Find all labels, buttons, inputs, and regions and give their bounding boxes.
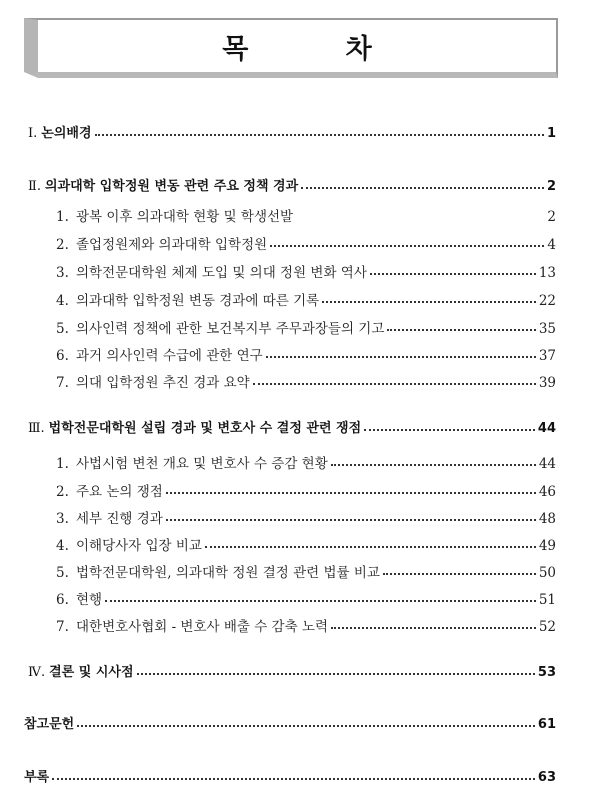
page-number: 53 [537, 665, 556, 680]
toc-subsection-3-5[interactable] [56, 561, 556, 581]
page-number: 52 [538, 619, 556, 635]
page-number: 48 [538, 511, 556, 527]
subsection-number: 5. [56, 321, 69, 337]
subsection-title: 대한변호사협회 - 변호사 배출 수 감축 노력 [76, 619, 329, 635]
subsection-number: 2. [56, 237, 69, 253]
toc-subsection-2-6[interactable] [56, 344, 556, 364]
subsection-title: 이해당사자 입장 비교 [76, 538, 202, 554]
page-number: 44 [537, 421, 556, 436]
subsection-number: 3. [56, 511, 69, 527]
subsection-number: 6. [56, 592, 69, 608]
toc-subsection-2-7[interactable] [56, 371, 556, 391]
toc-subsection-2-1[interactable] [56, 205, 556, 225]
dot-leader [364, 429, 535, 431]
subsection-number: 5. [56, 565, 69, 581]
subsection-title: 주요 논의 쟁점 [76, 484, 163, 500]
dot-leader [322, 301, 536, 303]
toc-section-2[interactable] [28, 175, 556, 194]
subsection-number: 3. [56, 265, 69, 281]
dot-leader [253, 383, 536, 385]
toc-subsection-2-5[interactable] [56, 317, 556, 337]
subsection-number: 7. [56, 375, 69, 391]
dot-leader [296, 217, 544, 219]
page-number: 61 [537, 717, 556, 732]
page-number: 63 [537, 770, 556, 785]
toc-title: 목 차 [222, 33, 416, 65]
subsection-number: 4. [56, 293, 69, 309]
dot-leader [95, 134, 544, 136]
toc-subsection-3-2[interactable] [56, 480, 556, 500]
section-number: Ⅳ. [28, 665, 46, 680]
section-title: 법학전문대학원 설립 경과 및 변호사 수 결정 관련 쟁점 [48, 421, 362, 436]
section-number: Ⅰ. [28, 126, 38, 141]
subsection-number: 1. [56, 456, 69, 472]
page-number: 46 [538, 484, 556, 500]
section-title: 결론 및 시사점 [49, 665, 134, 680]
subsection-title: 사법시험 변천 개요 및 변호사 수 증감 현황 [76, 456, 328, 472]
section-number: Ⅱ. [28, 179, 41, 194]
subsection-number: 2. [56, 484, 69, 500]
subsection-title: 의사인력 정책에 관한 보건복지부 주무과장들의 기고 [76, 321, 385, 337]
subsection-number: 6. [56, 348, 69, 364]
dot-leader [331, 464, 536, 466]
dot-leader [166, 519, 536, 521]
subsection-title: 세부 진행 경과 [76, 511, 163, 527]
page-number: 37 [538, 348, 556, 364]
toc-references[interactable] [24, 713, 556, 732]
subsection-number: 7. [56, 619, 69, 635]
subsection-number: 1. [56, 209, 69, 225]
toc-subsection-3-1[interactable] [56, 452, 556, 472]
page-number: 35 [538, 321, 556, 337]
toc-subsection-3-4[interactable] [56, 534, 556, 554]
page-number: 44 [538, 456, 556, 472]
toc-section-1[interactable] [28, 122, 556, 141]
page-number: 2 [546, 179, 556, 194]
dot-leader [383, 573, 536, 575]
toc-subsection-2-3[interactable] [56, 261, 556, 281]
section-title: 부록 [24, 770, 50, 785]
dot-leader [370, 273, 536, 275]
section-title: 의과대학 입학정원 변동 관련 주요 정책 경과 [44, 179, 299, 194]
toc-section-4[interactable] [28, 661, 556, 680]
dot-leader [52, 778, 535, 780]
dot-leader [166, 492, 536, 494]
toc-section-3[interactable] [28, 417, 556, 436]
page-number: 4 [547, 237, 556, 253]
toc-subsection-2-4[interactable] [56, 289, 556, 309]
subsection-title: 법학전문대학원, 의과대학 정원 결정 관련 법률 비교 [76, 565, 380, 581]
subsection-title: 졸업정원제와 의과대학 입학정원 [76, 237, 268, 253]
toc-subsection-2-2[interactable] [56, 233, 556, 253]
toc-subsection-3-3[interactable] [56, 507, 556, 527]
subsection-title: 의대 입학정원 추진 경과 요약 [76, 375, 250, 391]
subsection-title: 현행 [76, 592, 103, 608]
subsection-title: 광복 이후 의과대학 현황 및 학생선발 [76, 209, 294, 225]
dot-leader [205, 546, 536, 548]
dot-leader [105, 600, 536, 602]
toc-subsection-3-6[interactable] [56, 588, 556, 608]
toc-appendix[interactable] [24, 766, 556, 785]
page-number: 50 [538, 565, 556, 581]
dot-leader [301, 187, 544, 189]
dot-leader [270, 245, 544, 247]
page-number: 49 [538, 538, 556, 554]
dot-leader [387, 329, 535, 331]
dot-leader [331, 627, 536, 629]
page-number: 39 [538, 375, 556, 391]
dot-leader [77, 725, 535, 727]
page-number: 1 [546, 126, 556, 141]
subsection-title: 과거 의사인력 수급에 관한 연구 [76, 348, 263, 364]
subsection-number: 4. [56, 538, 69, 554]
dot-leader [137, 673, 535, 675]
page-number: 13 [538, 265, 556, 281]
dot-leader [266, 356, 536, 358]
toc-subsection-3-7[interactable] [56, 615, 556, 635]
section-title: 논의배경 [41, 126, 92, 141]
page-number: 2 [547, 209, 556, 225]
subsection-title: 의과대학 입학정원 변동 경과에 따른 기록 [76, 293, 320, 309]
page-number: 51 [538, 592, 556, 608]
page-number: 22 [538, 293, 556, 309]
toc-title-box [24, 18, 558, 78]
subsection-title: 의학전문대학원 체제 도입 및 의대 정원 변화 역사 [76, 265, 367, 281]
section-number: Ⅲ. [28, 421, 45, 436]
section-title: 참고문헌 [24, 717, 75, 732]
